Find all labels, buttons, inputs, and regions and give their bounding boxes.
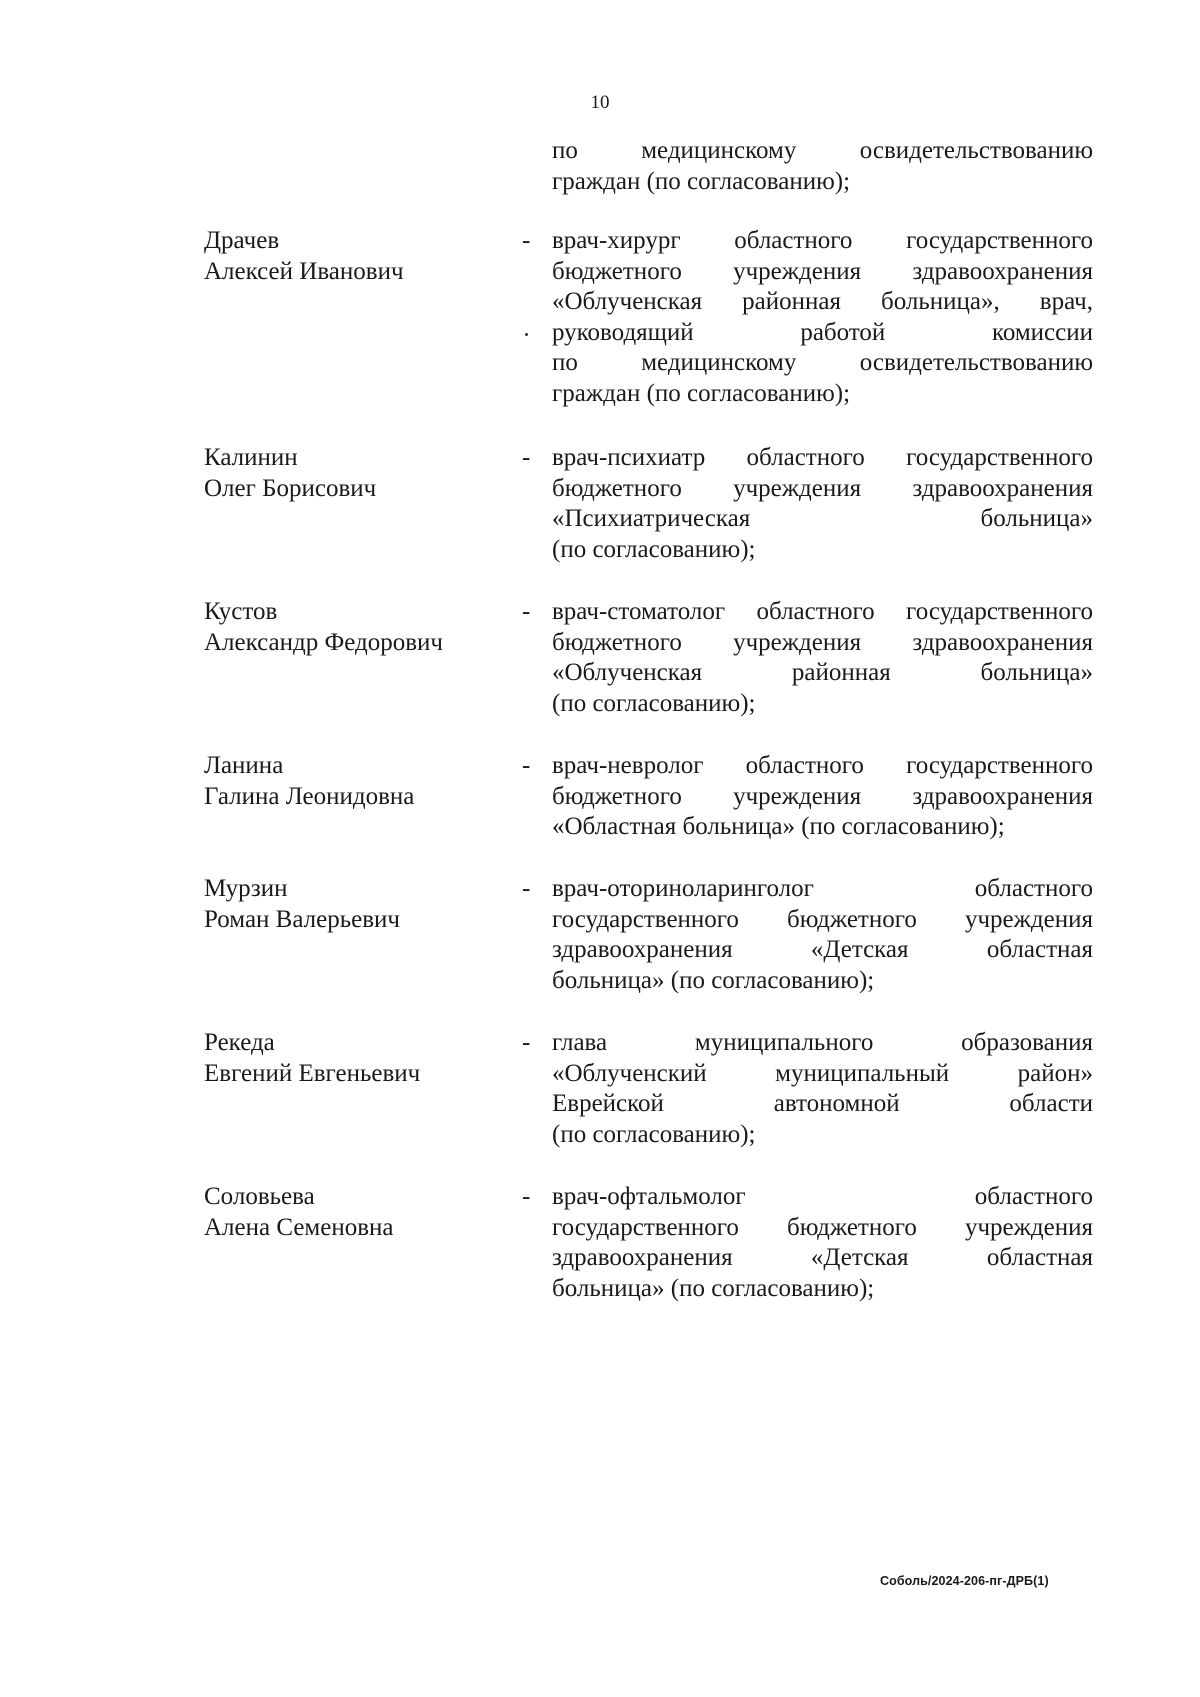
role-line: «Областная больница» (по согласованию); [552,813,1005,840]
role-line: (по согласованию); [552,1120,756,1148]
role-line: бюджетного учреждения здравоохранения [552,628,1093,656]
member-name [204,751,504,812]
member-dash: - [522,227,531,254]
member-given-name: Евгений Евгеньевич [204,1059,421,1087]
member-given-name: Алексей Иванович [204,257,404,285]
member-given-name: Алена Семеновна [204,1213,394,1241]
role-line: врач-офтальмолог областного [552,1183,1093,1210]
role-line: больница» (по согласованию); [552,1274,875,1302]
page-number: 10 [590,92,610,113]
member-given-name: Роман Валерьевич [204,905,400,933]
role-line: врач-психиатр областного государственного [552,444,1093,471]
member-name [204,1182,504,1243]
member-dash: - [522,444,531,471]
member-given-name: Олег Борисович [204,474,377,502]
member-role [552,597,1093,719]
member-dash: - [522,752,531,779]
role-line: врач-стоматолог областного государственного [552,598,1093,625]
role-line: врач-невролог областного государственного [552,752,1093,779]
role-line: «Облученская районная больница» [552,659,1093,686]
member-role [552,874,1093,996]
role-line: «Психиатрическая больница» [552,505,1093,532]
role-line: (по согласованию); [552,689,756,717]
member-dash: - [522,875,531,902]
member-dash: - [522,598,531,625]
document-registration-code: Соболь/2024-206-пг-ДРБ(1) [880,1574,1049,1588]
role-line: бюджетного учреждения здравоохранения [552,257,1093,285]
continuation-line: по медицинскому освидетельствованию [552,137,1093,164]
member-surname: Мурзин [204,875,288,902]
continuation-text [552,136,1093,197]
role-line: глава муниципального образования [552,1029,1093,1056]
role-line: граждан (по согласованию); [552,379,851,407]
role-line: врач-хирург областного государственного [552,227,1093,254]
role-line: по медицинскому освидетельствованию [552,349,1093,376]
continuation-line: граждан (по согласованию); [552,167,851,195]
member-surname: Соловьева [204,1183,315,1210]
member-role [552,1028,1093,1150]
member-name [204,597,504,658]
member-role [552,751,1093,843]
member-given-name: Галина Леонидовна [204,782,415,810]
member-given-name: Александр Федорович [204,628,443,656]
member-surname: Драчев [204,227,280,254]
stray-mark [525,333,528,336]
role-line: здравоохранения «Детская областная [552,1244,1093,1271]
member-name [204,1028,504,1089]
role-line: государственного бюджетного учреждения [552,1213,1093,1241]
member-dash: - [522,1183,531,1210]
role-line: здравоохранения «Детская областная [552,936,1093,963]
member-dash: - [522,1029,531,1056]
member-surname: Калинин [204,444,298,471]
member-surname: Рекеда [204,1029,275,1056]
role-line: «Облученский муниципальный район» [552,1059,1093,1087]
role-line: врач-оториноларинголог областного [552,875,1093,902]
member-role [552,1182,1093,1304]
member-name [204,443,504,504]
role-line: (по согласованию); [552,535,756,563]
member-role [552,226,1093,409]
role-line: бюджетного учреждения здравоохранения [552,474,1093,502]
role-line: государственного бюджетного учреждения [552,905,1093,933]
role-line: больница» (по согласованию); [552,966,875,994]
member-name [204,226,504,287]
role-line: руководящий работой комиссии [552,318,1093,346]
member-name [204,874,504,935]
member-surname: Кустов [204,598,278,625]
role-line: Еврейской автономной области [552,1090,1093,1117]
member-surname: Ланина [204,752,284,779]
member-role [552,443,1093,565]
role-line: бюджетного учреждения здравоохранения [552,782,1093,810]
role-line: «Облученская районная больница», врач, [552,288,1093,315]
